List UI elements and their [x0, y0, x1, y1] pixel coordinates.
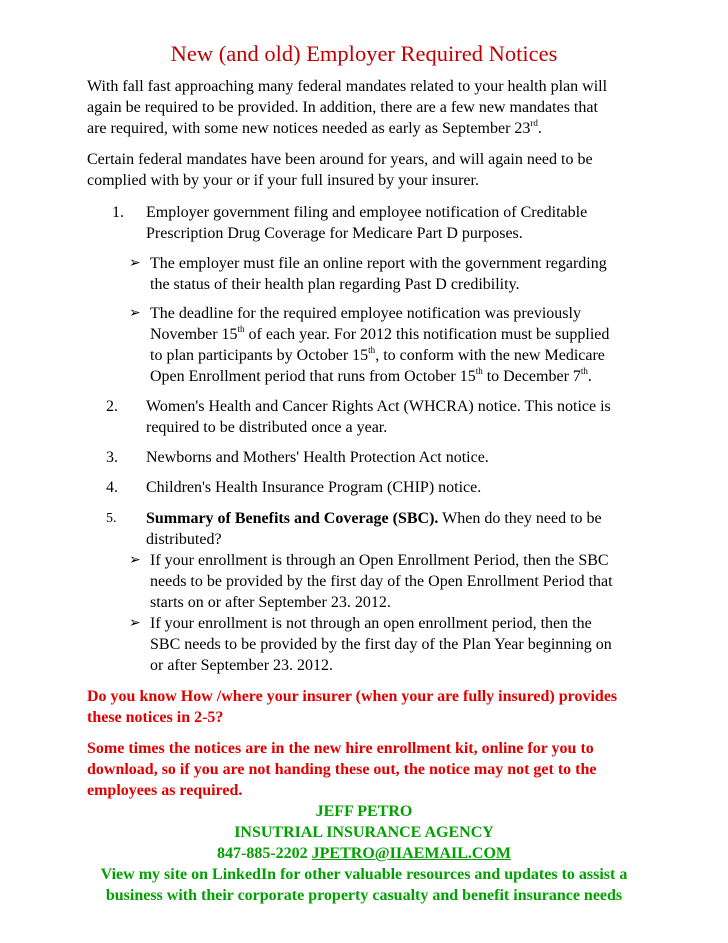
contact-phone-email: [0, 843, 728, 864]
item-5-number: 5.: [106, 511, 117, 526]
item-2-line-1: Women's Health and Cancer Rights Act (WHCRA) notice. This notice is: [146, 398, 611, 415]
item-5-bullet-2-line-1: If your enrollment is not through an open enrollment period, then the: [150, 615, 592, 632]
answer-line-1: Some times the notices are in the new hire enrollment kit, online for you to: [87, 740, 594, 757]
item-1-bullet-1-line-1: The employer must file an online report with the government regarding: [150, 255, 607, 272]
arrow-bullet-icon: ➢: [129, 616, 141, 631]
item-4-number: 4.: [106, 479, 118, 496]
item-2-number: 2.: [106, 398, 118, 415]
item-1-bullet-2-line-3: to plan participants by October 15th, to conform with the new Medicare: [150, 344, 605, 364]
question-line-1: Do you know How /where your insurer (when your are fully insured) provides: [87, 688, 618, 705]
item-5-line-2: distributed?: [146, 531, 222, 548]
contact-agency: INSUTRIAL INSURANCE AGENCY: [234, 824, 494, 841]
arrow-bullet-icon: ➢: [129, 306, 141, 321]
item-5-bullet-1-line-1: If your enrollment is through an Open Enrollment Period, then the SBC: [150, 552, 609, 569]
intro2-line-2: complied with by your or if your full insured by your insurer.: [87, 172, 479, 189]
item-1-line-1: Employer government filing and employee notification of Creditable: [146, 204, 588, 221]
question-line-2: these notices in 2-5?: [87, 709, 224, 726]
item-1-bullet-2-line-4: Open Enrollment period that runs from October 15th to December 7th.: [150, 365, 592, 385]
answer-line-2: download, so if you are not handing these out, the notice may not get to the: [87, 761, 597, 778]
arrow-bullet-icon: ➢: [129, 553, 141, 568]
contact-email-link[interactable]: JPETRO@IIAEMAIL.COM: [311, 845, 511, 862]
item-2-line-2: required to be distributed once a year.: [146, 419, 388, 436]
page-title: New (and old) Employer Required Notices: [170, 41, 558, 66]
contact-phone: 847-885-2202: [217, 845, 308, 862]
answer-line-3: employees as required.: [87, 782, 243, 799]
item-1-bullet-1-line-2: the status of their health plan regarding Past D credibility.: [150, 276, 520, 293]
item-5-line-1: Summary of Benefits and Coverage (SBC). When do they need to be: [146, 510, 602, 527]
item-3-number: 3.: [106, 449, 118, 466]
item-1-bullet-2-line-1: The deadline for the required employee notification was previously: [150, 305, 581, 322]
item-4-line-1: Children's Health Insurance Program (CHIP) notice.: [146, 479, 482, 496]
item-1-line-2: Prescription Drug Coverage for Medicare Part D purposes.: [146, 225, 523, 242]
contact-line-1: View my site on LinkedIn for other valuable resources and updates to assist a: [100, 866, 628, 883]
intro-line-2: again be required to be provided. In addition, there are a few new mandates that: [87, 99, 598, 116]
item-5-bullet-1-line-2: needs to be provided by the first day of the Open Enrollment Period that: [150, 573, 613, 590]
arrow-bullet-icon: ➢: [129, 256, 141, 271]
item-1-number: 1.: [112, 204, 124, 221]
item-1-bullet-2-line-2: November 15th of each year. For 2012 this notification must be supplied: [150, 323, 610, 343]
intro2-line-1: Certain federal mandates have been around for years, and will again need to be: [87, 151, 593, 168]
item-3-line-1: Newborns and Mothers' Health Protection Act notice.: [146, 449, 489, 466]
item-5-bullet-1-line-3: starts on or after September 23. 2012.: [150, 594, 391, 611]
contact-name: JEFF PETRO: [315, 803, 413, 820]
item-5-bullet-2-line-2: SBC needs to be provided by the first day of the Plan Year beginning on: [150, 636, 612, 653]
item-5-bullet-2-line-3: or after September 23. 2012.: [150, 657, 334, 674]
contact-line-2: business with their corporate property casualty and benefit insurance needs: [105, 887, 623, 904]
intro-line-3: are required, with some new notices needed as early as September 23rd.: [87, 117, 542, 137]
intro-line-1: With fall fast approaching many federal mandates related to your health plan will: [87, 78, 608, 95]
